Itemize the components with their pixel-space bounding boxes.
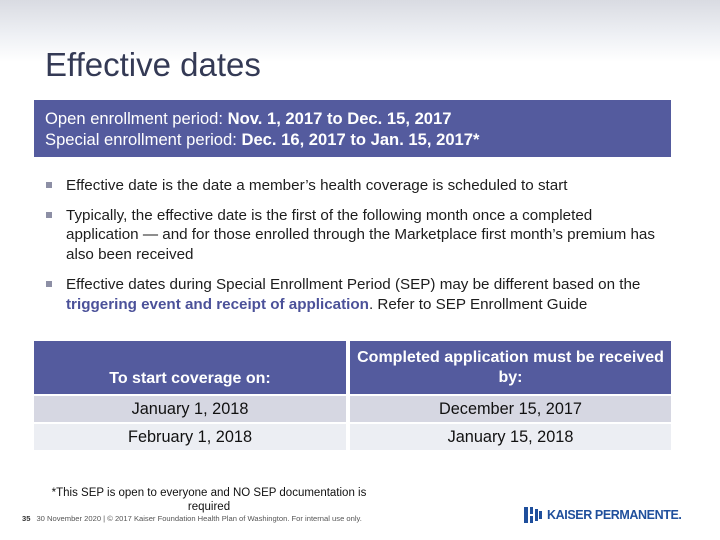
highlighted-text: triggering event and receipt of application — [66, 295, 369, 313]
table-cell: December 15, 2017 — [350, 396, 671, 422]
enrollment-banner — [34, 100, 671, 157]
effective-dates-table — [34, 339, 671, 452]
open-enrollment-line — [45, 108, 661, 129]
kaiser-permanente-logo — [523, 505, 681, 525]
table-header-row — [34, 341, 671, 394]
page-title: Effective dates — [45, 46, 261, 83]
table-row — [34, 424, 671, 450]
bullet-item — [45, 275, 665, 314]
bullet-item: Effective date is the date a member’s health coverage is scheduled to start — [45, 176, 665, 196]
bullet-text: Effective dates during Special Enrollment Period (SEP) may be different based on the — [66, 275, 641, 293]
bullet-list — [45, 176, 665, 324]
logo-text: KAISER PERMANENTE. — [547, 508, 682, 522]
special-enrollment-label: Special enrollment period: — [45, 130, 242, 149]
open-enrollment-dates: Nov. 1, 2017 to Dec. 15, 2017 — [227, 109, 452, 128]
open-enrollment-label: Open enrollment period: — [45, 109, 228, 128]
bullet-item: Typically, the effective date is the first of the following month once a completed application — and for those enrolled through the Marketplace first month’s premium has also been received — [45, 206, 665, 265]
column-header: To start coverage on: — [34, 341, 350, 394]
page-number: 35 — [22, 514, 31, 523]
footnote: *This SEP is open to everyone and NO SEP documentation is required — [51, 487, 367, 513]
logo-mark-icon — [523, 505, 543, 525]
table-row — [34, 396, 671, 422]
footer — [22, 514, 362, 523]
footer-text: 30 November 2020 | © 2017 Kaiser Foundation Health Plan of Washington. For internal use only. — [36, 514, 362, 523]
table-cell: February 1, 2018 — [34, 424, 350, 450]
bullet-text: . Refer to SEP Enrollment Guide — [368, 295, 588, 313]
table-cell: January 1, 2018 — [34, 396, 350, 422]
special-enrollment-line — [45, 129, 661, 150]
table-cell: January 15, 2018 — [350, 424, 671, 450]
special-enrollment-dates: Dec. 16, 2017 to Jan. 15, 2017* — [241, 130, 480, 149]
column-header: Completed application must be received by: — [350, 341, 671, 394]
